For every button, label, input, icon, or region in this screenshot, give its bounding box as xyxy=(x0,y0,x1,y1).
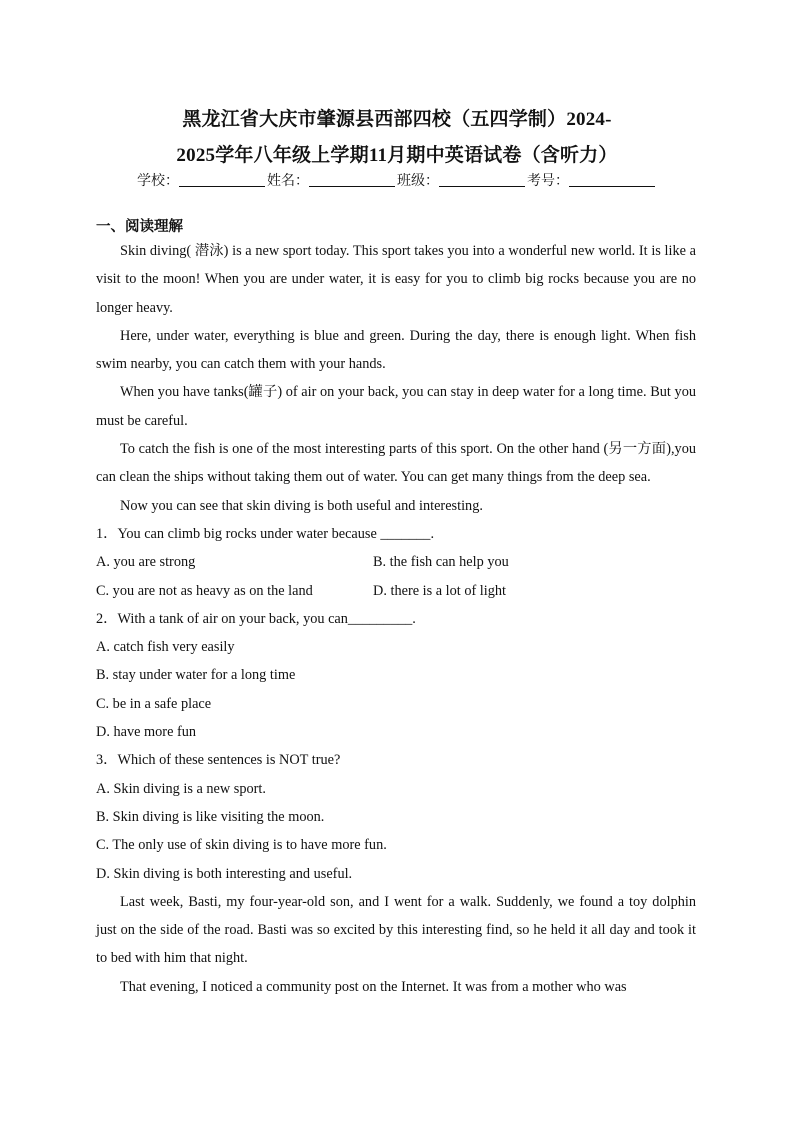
question-1-option-d[interactable]: D. there is a lot of light xyxy=(373,582,507,599)
question-1-options-row-1 xyxy=(96,548,696,576)
exam-title-line-2: 2025学年八年级上学期11月期中英语试卷（含听力） xyxy=(176,145,618,166)
passage2-paragraph-1: Last week, Basti, my four-year-old son, and I went for a walk. Suddenly, we found a toy dolphin just on the side of the road. Basti was so excited by this interesting find, so he held it all day and took it to bed with him that night. xyxy=(96,893,696,967)
section-heading-reading: 一、阅读理解 xyxy=(96,219,183,235)
name-label: 姓名： xyxy=(267,173,309,189)
student-info-row xyxy=(0,170,794,190)
reading-content xyxy=(96,237,696,1001)
question-2-option-c[interactable]: C. be in a safe place xyxy=(96,695,212,712)
question-1-options-row-2 xyxy=(96,577,696,605)
passage1-paragraph-4: To catch the fish is one of the most interesting parts of this sport. On the other hand (另一方面),you can clean the ships without taking them out of water. You can get many things from the deep sea. xyxy=(96,441,696,486)
question-3-option-d[interactable]: D. Skin diving is both interesting and useful. xyxy=(96,865,353,882)
question-1-stem: 1．You can climb big rocks under water because _______. xyxy=(96,525,435,542)
passage1-paragraph-1: Skin diving( 潜泳) is a new sport today. This sport takes you into a wonderful new world. It is like a visit to the moon! When you are under water, it is easy for you to climb big rocks because you are no longer heavy. xyxy=(96,243,696,316)
passage1-paragraph-5: Now you can see that skin diving is both useful and interesting. xyxy=(120,497,483,514)
question-2-option-a[interactable]: A. catch fish very easily xyxy=(96,639,235,656)
name-blank[interactable] xyxy=(309,172,395,187)
question-3-option-b[interactable]: B. Skin diving is like visiting the moon. xyxy=(96,808,325,825)
question-2-option-d[interactable]: D. have more fun xyxy=(96,724,197,741)
question-2-option-b[interactable]: B. stay under water for a long time xyxy=(96,667,296,684)
class-blank[interactable] xyxy=(439,172,525,187)
question-3-option-a[interactable]: A. Skin diving is a new sport. xyxy=(96,780,266,797)
school-label: 学校： xyxy=(137,173,179,189)
question-1-option-b[interactable]: B. the fish can help you xyxy=(373,554,509,571)
question-2-stem: 2．With a tank of air on your back, you can_________. xyxy=(96,610,416,627)
question-1-option-c[interactable]: C. you are not as heavy as on the land xyxy=(96,582,313,599)
exam-number-blank[interactable] xyxy=(569,172,655,187)
class-label: 班级： xyxy=(397,173,439,189)
passage2-paragraph-2: That evening, I noticed a community post on the Internet. It was from a mother who was xyxy=(120,978,627,995)
school-blank[interactable] xyxy=(179,172,265,187)
passage1-paragraph-3: When you have tanks(罐子) of air on your back, you can stay in deep water for a long time. But you must be careful. xyxy=(96,384,696,429)
exam-title-line-1: 黑龙江省大庆市肇源县西部四校（五四学制）2024- xyxy=(182,109,612,130)
question-3-option-c[interactable]: C. The only use of skin diving is to have more fun. xyxy=(96,837,387,854)
question-1-option-a[interactable]: A. you are strong xyxy=(96,554,196,571)
question-3-stem: 3．Which of these sentences is NOT true? xyxy=(96,752,341,769)
exam-number-label: 考号： xyxy=(527,173,569,189)
passage1-paragraph-2: Here, under water, everything is blue and green. During the day, there is enough light. When fish swim nearby, you can catch them with your hands. xyxy=(96,327,696,373)
